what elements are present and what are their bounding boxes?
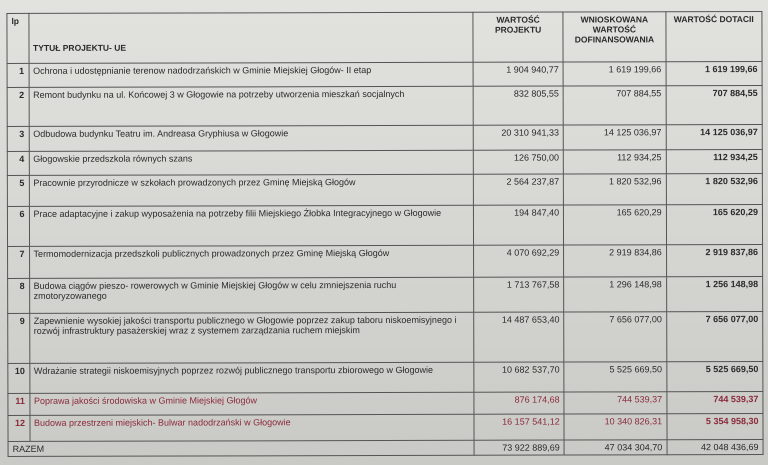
row-grant: 112 934,25: [666, 150, 762, 174]
row-lp: 5: [7, 175, 29, 206]
row-requested: 1 820 532,96: [564, 174, 667, 205]
row-value: 10 682 537,70: [474, 362, 564, 392]
row-lp: 6: [7, 206, 29, 246]
row-grant: 5 525 669,50: [667, 362, 763, 392]
row-lp: 3: [7, 126, 29, 151]
row-title: Poprawa jakości środowiska w Gminie Miejskiej Głogów: [29, 392, 474, 415]
row-lp: 8: [8, 278, 30, 313]
row-requested: 7 656 077,00: [564, 312, 667, 362]
row-value: 126 750,00: [473, 150, 563, 174]
header-lp: lp: [7, 13, 29, 63]
header-grant: WARTOŚĆ DOTACII: [666, 12, 762, 62]
row-title: Zapewnienie wysokiej jakości transportu publicznego w Głogowie poprzez zakup taboru niskoemisyjnego i rozwój infrastruktury pasażerskiej wraz z systemem zarządzania ruchem miejskim: [29, 312, 474, 363]
row-grant: 1 256 148,98: [666, 277, 762, 312]
row-requested: 5 525 669,50: [564, 362, 667, 392]
table-row: [7, 86, 762, 127]
row-grant: 744 539,37: [667, 392, 763, 414]
row-title: Budowa ciągów pieszo- rowerowych w Gminie Miejskiej Głogów w celu zmniejszenia ruchu zmotoryzowanego: [29, 277, 474, 313]
row-grant: 14 125 036,97: [666, 125, 762, 150]
row-requested: 744 539,37: [564, 392, 666, 414]
row-lp: 4: [7, 151, 29, 175]
row-title: Remont budynku na ul. Końcowej 3 w Głogowie na potrzeby utworzenia mieszkań socjalnych: [29, 86, 474, 126]
row-grant: 2 919 837,86: [666, 245, 762, 277]
row-title: Wdrażanie strategii niskoemisyjnych poprzez rozwój publicznego transportu zbiorowego w Głogowie: [29, 362, 474, 393]
row-grant: 165 620,29: [666, 205, 762, 245]
projects-table: [6, 11, 763, 457]
table-row: [7, 125, 762, 152]
row-lp: 10: [8, 363, 30, 393]
table-row: [7, 205, 762, 247]
row-requested: 14 125 036,97: [563, 125, 666, 150]
row-value: 876 174,68: [474, 392, 564, 414]
table-row: [8, 392, 763, 416]
row-value: 4 070 692,29: [474, 245, 564, 277]
table-row: [8, 362, 763, 394]
header-title: TYTUŁ PROJEKTU- UE: [28, 12, 473, 63]
row-title: Głogowskie przedszkola równych szans: [29, 150, 474, 175]
total-requested: 47 034 304,70: [564, 440, 666, 455]
row-lp: 9: [8, 313, 30, 363]
row-value: 1 713 767,58: [474, 277, 564, 312]
row-value: 16 157 541,12: [474, 414, 564, 440]
total-row: [8, 440, 763, 457]
row-requested: 165 620,29: [564, 205, 667, 245]
row-value: 14 487 653,40: [474, 312, 564, 362]
row-title: Odbudowa budynku Teatru im. Andreasa Gryphiusa w Głogowie: [29, 125, 474, 151]
row-grant: 5 354 958,30: [667, 414, 763, 440]
row-requested: 10 340 826,31: [564, 414, 667, 440]
row-lp: 12: [8, 415, 30, 441]
total-value: 73 922 889,69: [474, 440, 564, 455]
table-row: [7, 150, 762, 176]
header-row: [7, 12, 762, 64]
row-title: Budowa przestrzeni miejskich- Bulwar nadodrzański w Głogowie: [29, 414, 474, 441]
row-grant: 707 884,55: [666, 86, 762, 125]
total-grant: 42 048 436,69: [667, 440, 763, 455]
row-value: 194 847,40: [474, 205, 564, 245]
table-row: [8, 277, 763, 314]
row-title: Termomodernizacja przedszkoli publicznych prowadzonych przez Gminę Miejską Głogów: [29, 245, 474, 278]
row-lp: 11: [8, 393, 30, 415]
table-row: [7, 174, 762, 207]
row-value: 1 904 940,77: [473, 62, 563, 86]
row-grant: 1 820 532,96: [666, 174, 762, 205]
row-title: Ochrona i udostępnianie terenow nadodrzańskich w Gminie Miejskiej Głogów- II etap: [29, 62, 474, 87]
row-lp: 7: [8, 246, 30, 278]
row-value: 20 310 941,33: [473, 125, 563, 150]
row-value: 2 564 237,87: [473, 174, 563, 205]
row-title: Prace adaptacyjne i zakup wyposażenia na potrzeby filii Miejskiego Żłobka Integracyjnego w Głogowie: [29, 205, 474, 246]
row-requested: 1 296 148,98: [564, 277, 667, 312]
row-requested: 2 919 834,86: [564, 245, 667, 277]
total-label: RAZEM: [8, 440, 474, 456]
row-requested: 707 884,55: [563, 86, 666, 125]
row-title: Pracownie przyrodnicze w szkołach prowadzonych przez Gminę Miejską Głogów: [29, 174, 474, 206]
header-value: WARTOŚĆ PROJEKTU: [473, 12, 563, 62]
row-requested: 112 934,25: [564, 150, 667, 174]
table-row: [8, 245, 763, 279]
table-row: [7, 62, 762, 88]
row-lp: 2: [7, 87, 29, 126]
header-requested: WNIOSKOWANA WARTOŚĆ DOFINANSOWANIA: [563, 12, 666, 62]
row-grant: 1 619 199,66: [666, 62, 762, 86]
table-row: [8, 312, 763, 364]
row-value: 832 805,55: [473, 86, 563, 125]
row-requested: 1 619 199,66: [563, 62, 665, 86]
row-lp: 1: [7, 63, 29, 87]
row-grant: 7 656 077,00: [666, 312, 762, 362]
table-row: [8, 414, 763, 442]
